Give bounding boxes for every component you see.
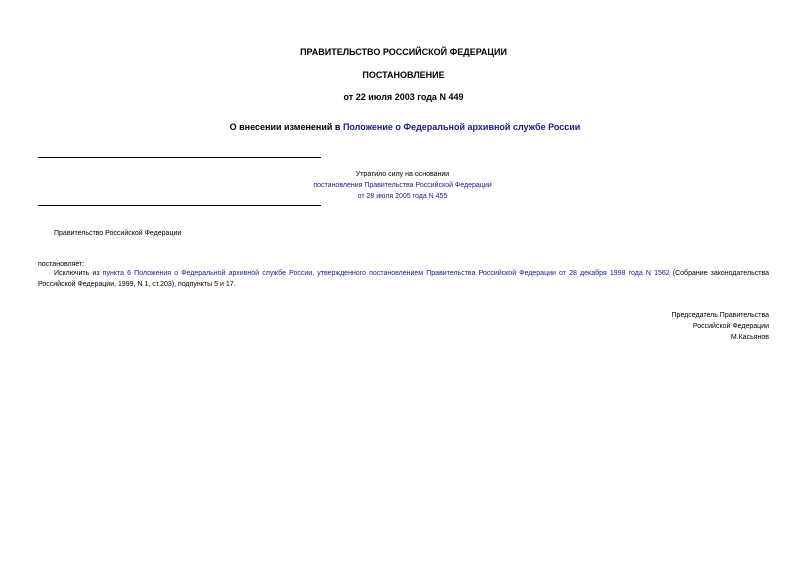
divider-top bbox=[38, 157, 321, 158]
signature-title: Председатель Правительства bbox=[671, 312, 769, 319]
subject-link[interactable]: Положение о Федеральной архивной службе России bbox=[342, 122, 581, 132]
document-type: ПОСТАНОВЛЕНИЕ bbox=[362, 70, 445, 80]
divider-bottom bbox=[38, 205, 321, 206]
government-line: Правительство Российской Федерации bbox=[54, 230, 182, 237]
body-paragraph bbox=[38, 268, 769, 290]
expired-note bbox=[250, 169, 555, 202]
expired-link-date[interactable]: от 28 июля 2005 года N 455 bbox=[357, 193, 448, 200]
signature-name: М.Касьянов bbox=[730, 334, 769, 341]
document-date-number: от 22 июля 2003 года N 449 bbox=[343, 92, 464, 102]
subject-prefix: О внесении изменений в bbox=[229, 122, 343, 132]
para-link-regulation[interactable]: пункта 6 Положения о Федеральной архивной службе России, утвержденного постановлением Правительства Российской Федерации от 28 декабря 1998 года N 1562 bbox=[102, 270, 670, 277]
signature-org: Российской Федерации bbox=[692, 323, 769, 330]
government-title: ПРАВИТЕЛЬСТВО РОССИЙСКОЙ ФЕДЕРАЦИИ bbox=[300, 47, 507, 57]
para-prefix: Исключить из bbox=[54, 270, 103, 277]
expired-line-1: Утратило силу на основании bbox=[355, 171, 450, 178]
para-suffix: (Собрание законодательства Российской Федерации, 1999, N 1, ст.203), подпункты 5 и 17. bbox=[38, 270, 769, 288]
document-subject bbox=[180, 121, 630, 133]
signature-block bbox=[672, 310, 769, 343]
decrees-label: постановляет: bbox=[38, 261, 85, 268]
expired-link-decree[interactable]: постановления Правительства Российской Федерации bbox=[313, 182, 492, 189]
